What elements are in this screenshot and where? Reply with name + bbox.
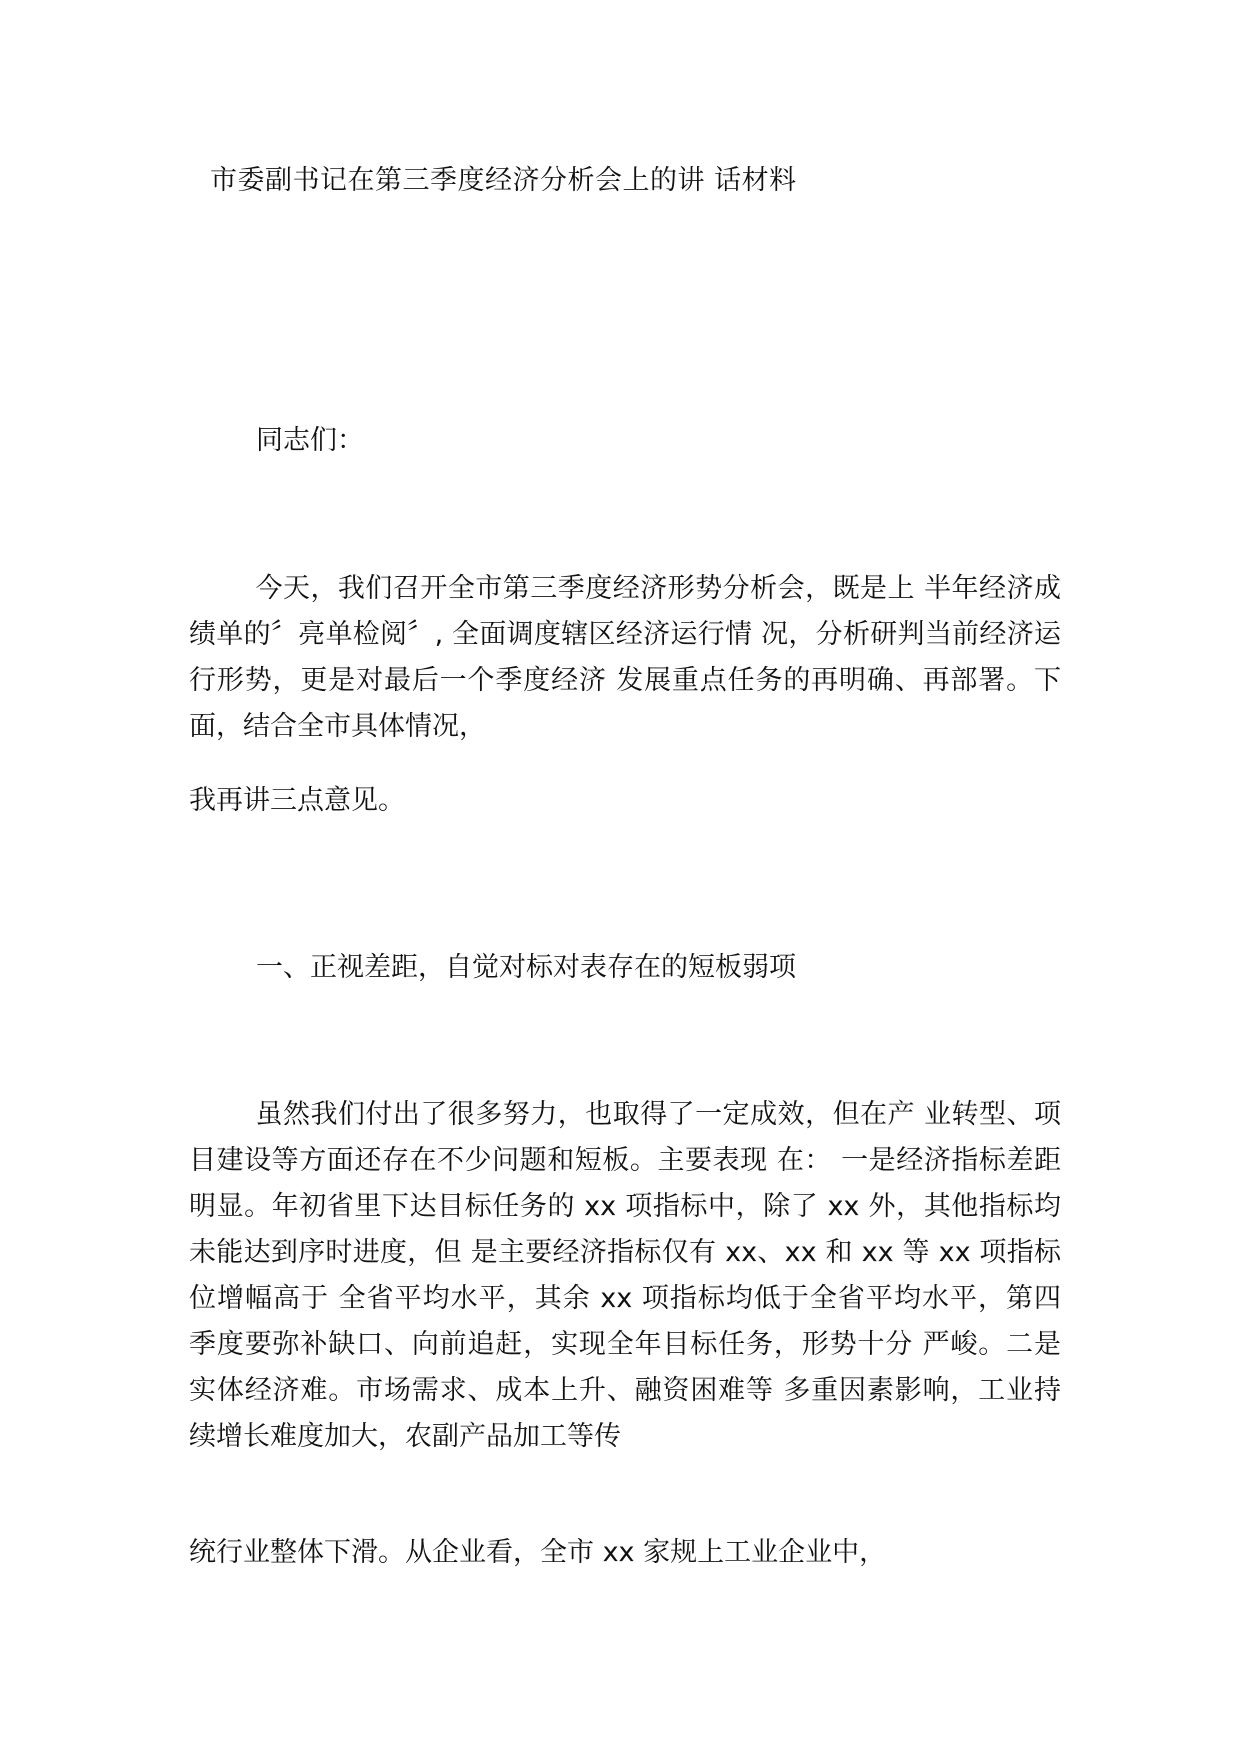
section-heading: 一、正视差距，自觉对标对表存在的短板弱项 [256, 952, 796, 983]
section-paragraph-text: 虽然我们付出了很多努力，也取得了一定成效，但在产 业转型、项目建设等方面还存在不少问题和短板。主要表现 在： 一是经济指标差距明显。年初省里下达目标任务的 xx 项指标中，除了 xx 外，其他指标均未能达到序时进度，但 是主要经济指标仅有 xx、xx 和 xx 等 xx 项指标位增幅高于 全省平均水平，其余 xx 项指标均低于全省平均水平，第四 季度要弥补缺口、向前追赶，实现全年目标任务，形势十分 严峻。二是实体经济难。市场需求、成本上升、融资困难等 多重因素影响，工业持续增长难度加大，农副产品加工等传 [189, 1099, 1061, 1452]
section-paragraph [189, 1092, 1061, 1460]
intro-paragraph-tail: 我再讲三点意见。 [189, 785, 405, 816]
document-title: 市委副书记在第三季度经济分析会上的讲 话材料 [210, 165, 797, 196]
intro-paragraph [189, 566, 1061, 750]
intro-paragraph-text: 今天，我们召开全市第三季度经济形势分析会，既是上 半年经济成绩单的〞亮单检阅〞, 全面调度辖区经济运行情 况，分析研判当前经济运行形势，更是对最后一个季度经济 发展重点任务的再明确、再部署。下面，结合全市具体情况， [189, 573, 1061, 742]
greeting: 同志们： [256, 425, 364, 456]
section-paragraph-tail: 统行业整体下滑。从企业看，全市 xx 家规上工业企业中， [189, 1537, 887, 1568]
